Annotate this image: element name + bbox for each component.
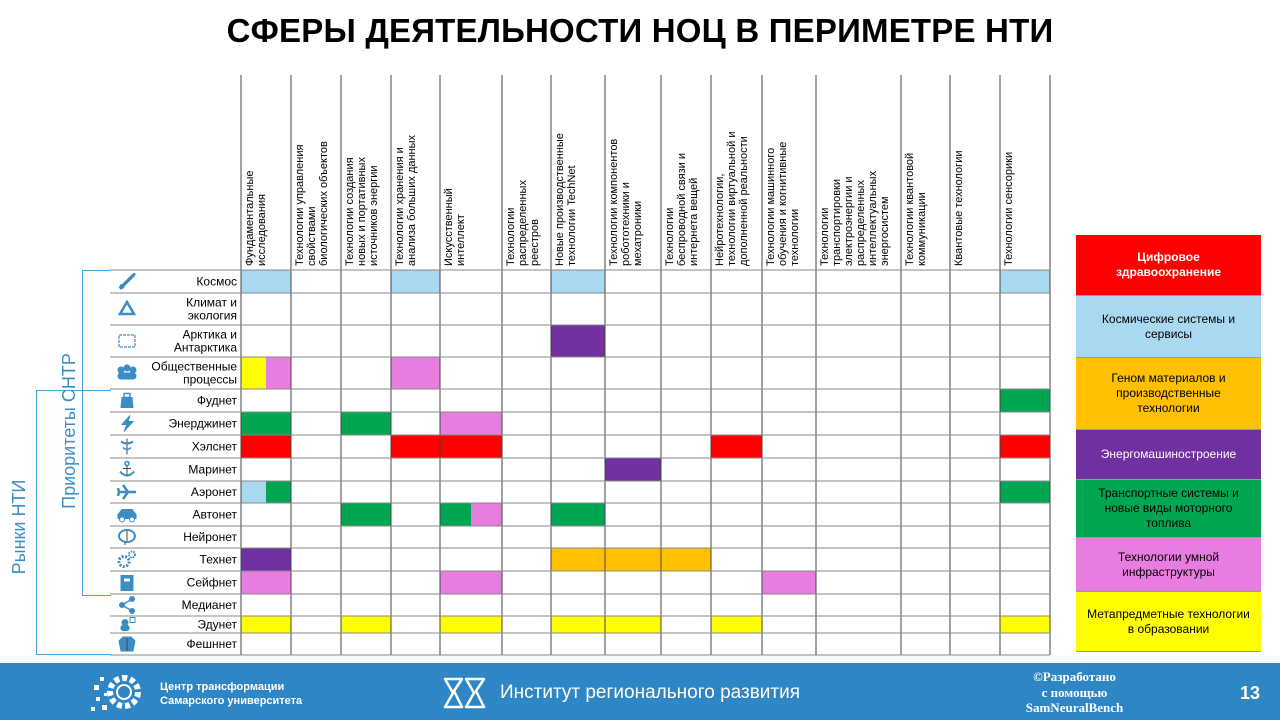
matrix-cell — [762, 571, 816, 594]
row-label: Сейфнет — [186, 575, 237, 590]
credit-line2: с помощью — [1041, 684, 1108, 700]
row-label: Космос — [196, 274, 237, 289]
matrix-cell — [605, 548, 661, 571]
legend-item: Метапредметные технологии в образовании — [1076, 592, 1261, 652]
row-label: Нейронет — [183, 530, 237, 544]
column-header: Технологиитранспортировкиэлектроэнергии ираспределенныхинтеллектуальныхэнергосистем — [819, 170, 891, 266]
matrix-cell — [471, 503, 502, 526]
matrix-cell — [551, 503, 605, 526]
footer — [0, 663, 1280, 720]
column-header: Технологии управлениясвойствамибиологических объектов — [294, 141, 330, 266]
matrix-cell — [1000, 270, 1050, 293]
matrix-cell — [440, 616, 502, 633]
row-label: Климат и экология — [186, 295, 237, 323]
gear-logo-icon — [90, 665, 152, 719]
matrix-cell — [241, 616, 291, 633]
row-label: Автонет — [192, 507, 237, 522]
food-bag-icon — [121, 394, 133, 408]
column-header: Технологии созданияновых и портативныхисточников энергии — [344, 157, 380, 266]
matrix-cell — [711, 435, 762, 458]
org-name-line1: Центр трансформации — [160, 681, 285, 693]
matrix-cell — [391, 270, 440, 293]
anchor-icon — [120, 462, 134, 477]
legend-item: Космические системы и сервисы — [1076, 296, 1261, 358]
legend-item: Транспортные системы и новые виды моторного топлива — [1076, 480, 1261, 538]
matrix-cell — [341, 503, 391, 526]
column-header: Технологии компонентовробототехники имехатроники — [608, 138, 644, 266]
credit — [1012, 669, 1137, 716]
matrix-cell — [605, 458, 661, 481]
lightning-icon — [122, 416, 133, 432]
recycle-icon — [120, 302, 134, 314]
matrix-cell — [551, 325, 605, 357]
brain-icon — [119, 530, 135, 545]
airplane-icon — [118, 485, 136, 499]
matrix-cell — [1000, 481, 1050, 503]
org-name-line2: Самарского университета — [160, 694, 303, 707]
column-header: Нейротехнологии,технологии виртуальной идополненной реальности — [714, 131, 750, 266]
people-icon — [118, 365, 136, 379]
row-label: Энерджинет — [168, 416, 237, 431]
matrix-cell — [440, 412, 502, 435]
matrix-cell — [241, 412, 291, 435]
matrix-cell — [391, 435, 440, 458]
row-label: Фуднет — [196, 393, 237, 408]
row-label: Маринет — [188, 462, 237, 477]
row-label: Хэлснет — [191, 439, 237, 454]
column-header: Фундаментальныеисследования — [244, 170, 268, 266]
row-label: Арктика и Антарктика — [173, 327, 237, 355]
shield-icon — [121, 576, 133, 591]
matrix-cell — [241, 357, 266, 389]
markets-label: Рынки НТИ — [9, 479, 29, 575]
matrix-cell — [440, 571, 502, 594]
matrix-cell — [241, 481, 266, 503]
legend-item: Геном материалов и производственные технологии — [1076, 358, 1261, 430]
jacket-icon — [119, 637, 135, 651]
column-header: Технологии сенсорики — [1003, 151, 1015, 266]
matrix-cell — [266, 481, 291, 503]
matrix-cell — [241, 270, 291, 293]
matrix-cell — [391, 357, 440, 389]
matrix-cell — [711, 616, 762, 633]
matrix-cell — [661, 548, 711, 571]
ice-icon — [119, 335, 135, 347]
caduceus-icon — [121, 439, 133, 455]
rocket-icon — [120, 274, 135, 289]
matrix-cell — [1000, 616, 1050, 633]
gears-icon — [119, 552, 135, 567]
column-header: Технологиираспределенныхреестров — [505, 180, 541, 266]
column-header: Технологии машинногообучения и когнитивныетехнологии — [765, 141, 801, 266]
org-name — [160, 681, 302, 709]
column-header: Новые производственныетехнологии TechNet — [554, 133, 578, 266]
matrix-cell — [1000, 435, 1050, 458]
credit-line1: ©Разработано — [1033, 669, 1116, 684]
matrix-cell — [440, 503, 471, 526]
row-label: Технет — [199, 552, 237, 567]
matrix-cell — [341, 412, 391, 435]
car-icon — [118, 510, 136, 523]
credit-line3: SamNeuralBench — [1025, 700, 1124, 716]
institute-logo-icon — [442, 675, 488, 711]
matrix-cell — [1000, 389, 1050, 412]
row-label: Аэронет — [190, 485, 237, 499]
legend-item: Энергомашиностроение — [1076, 430, 1261, 480]
legend-item: Технологии умной инфраструктуры — [1076, 538, 1261, 592]
row-label: Эдунет — [197, 617, 237, 632]
matrix-cell — [241, 548, 291, 571]
matrix-cell — [241, 571, 291, 594]
education-icon — [121, 618, 135, 631]
matrix-cell — [241, 435, 291, 458]
page-title: СФЕРЫ ДЕЯТЕЛЬНОСТИ НОЦ В ПЕРИМЕТРЕ НТИ — [226, 12, 1054, 49]
row-label: Общественные процессы — [151, 359, 237, 387]
share-icon — [120, 597, 135, 614]
matrix-cell — [341, 616, 391, 633]
column-header: Технологии квантовойкоммуникации — [904, 152, 928, 266]
matrix-cell — [551, 548, 605, 571]
matrix-cell — [605, 616, 661, 633]
column-header: Технологии хранения ианализа больших данных — [394, 134, 418, 266]
legend-item: Цифровое здравоохранение — [1076, 235, 1261, 296]
page-number: 13 — [1240, 683, 1261, 703]
row-label: Фешннет — [186, 637, 237, 651]
column-header: Искусственныйинтеллект — [443, 188, 467, 266]
matrix-cell — [551, 270, 605, 293]
matrix-cell — [551, 616, 605, 633]
row-label: Медианет — [181, 598, 237, 612]
priorities-label: Приоритеты СНТР — [59, 353, 79, 509]
column-header: Технологиибеспроводной связи иинтернета вещей — [664, 153, 700, 266]
matrix-cell — [440, 435, 502, 458]
institute-name: Институт регионального развития — [500, 682, 801, 703]
matrix-cell — [266, 357, 291, 389]
column-header: Квантовые технологии — [953, 150, 965, 266]
